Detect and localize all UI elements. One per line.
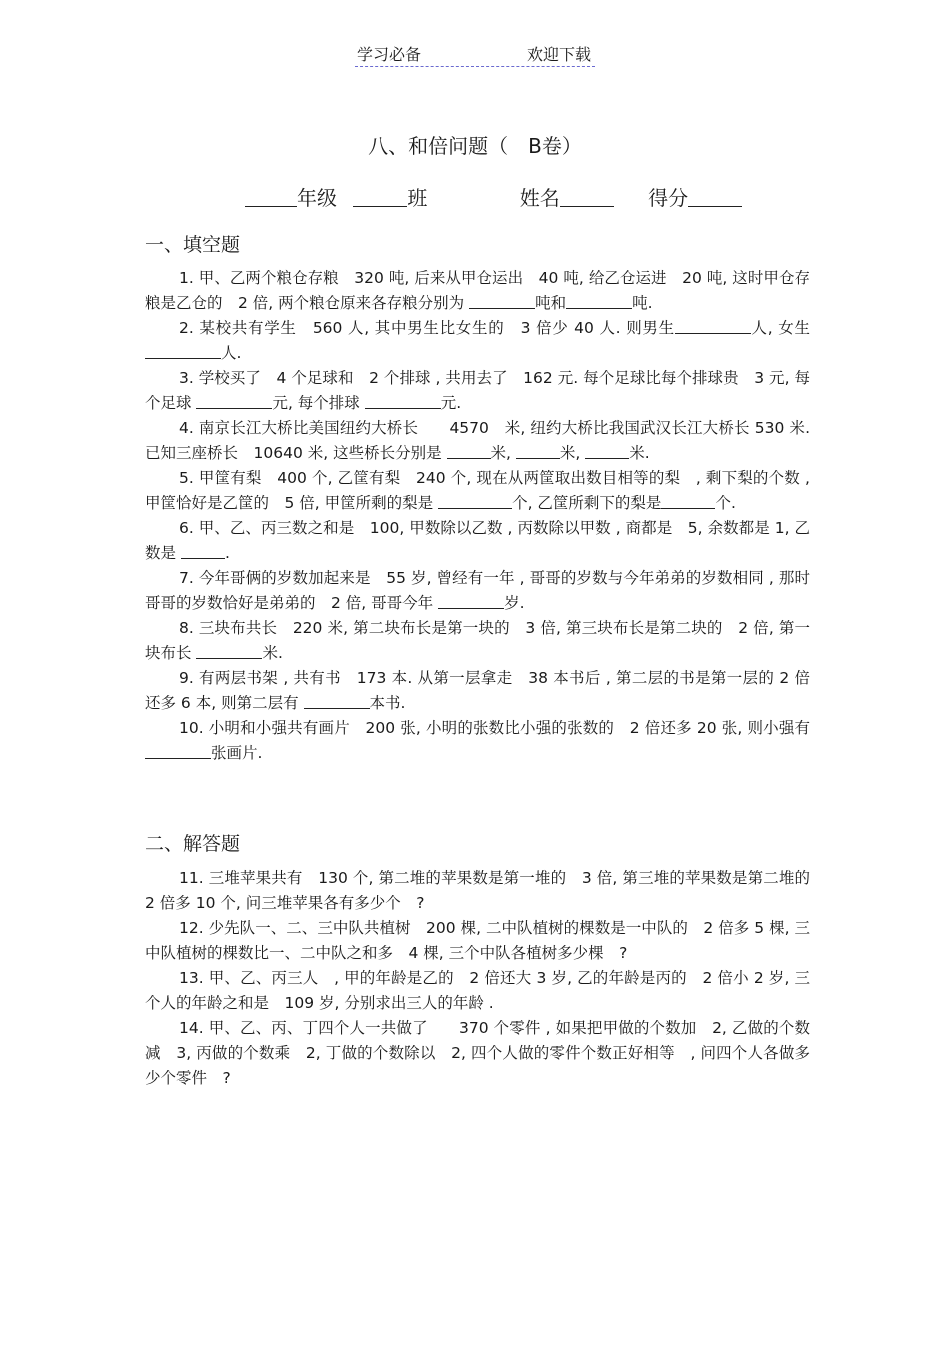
answer-blank[interactable] bbox=[196, 393, 272, 409]
question-2: 2. 某校共有学生 560 人, 其中男生比女生的 3 倍少 40 人. 则男生 人, 女生 人. bbox=[145, 316, 810, 366]
answer-blank[interactable] bbox=[661, 493, 715, 509]
answer-blank[interactable] bbox=[585, 443, 629, 459]
question-8: 8. 三块布共长 220 米, 第二块布长是第一块的 3 倍, 第三块布长是第二块的 2 倍, 第一块布长 米. bbox=[145, 619, 810, 662]
question-9: 9. 有两层书架 , 共有书 173 本. 从第一层拿走 38 本书后 , 第二层的书是第一层的 2 倍还多 6 本, 则第二层有 本书. bbox=[145, 669, 810, 712]
question-12: 12. 少先队一、二、三中队共植树 200 棵, 二中队植树的棵数是一中队的 2 倍多 5 棵, 三中队植树的棵数比一、二中队之和多 4 棵, 三个中队各植树多少棵 ? bbox=[145, 919, 810, 962]
header-right-text: 欢迎下载 bbox=[526, 45, 591, 64]
solve-questions bbox=[145, 866, 826, 1091]
fill-blank-questions bbox=[145, 266, 810, 766]
grade-blank[interactable] bbox=[245, 188, 297, 207]
question-7: 7. 今年哥俩的岁数加起来是 55 岁, 曾经有一年 , 哥哥的岁数与今年弟弟的岁数相同 , 那时哥哥的岁数恰好是弟弟的 2 倍, 哥哥今年 岁. bbox=[145, 569, 810, 612]
question-14: 14. 甲、乙、丙、丁四个人一共做了 370 个零件 , 如果把甲做的个数加 2, 乙做的个数减 3, 丙做的个数乘 2, 丁做的个数除以 2, 四个人做的零件个数正好相等 , 问四个人各做多少个零件 ? bbox=[145, 1019, 810, 1087]
question-11: 11. 三堆苹果共有 130 个, 第二堆的苹果数是第一堆的 3 倍, 第三堆的苹果数是第二堆的 2 倍多 10 个, 问三堆苹果各有多少个 ? bbox=[145, 869, 826, 912]
name-label: 姓名 bbox=[519, 186, 560, 210]
answer-blank[interactable] bbox=[675, 318, 751, 334]
name-blank[interactable] bbox=[560, 188, 614, 207]
answer-blank[interactable] bbox=[469, 293, 535, 309]
section-fill-blank-heading: 一、填空题 bbox=[145, 234, 241, 256]
question-3: 3. 学校买了 4 个足球和 2 个排球 , 共用去了 162 元. 每个足球比每个排球贵 3 元, 每个足球 元, 每个排球 元. bbox=[145, 369, 810, 412]
question-13: 13. 甲、乙、丙三人 , 甲的年龄是乙的 2 倍还大 3 岁, 乙的年龄是丙的 2 倍小 2 岁, 三个人的年龄之和是 109 岁, 分别求出三人的年龄 . bbox=[145, 969, 810, 1012]
answer-blank[interactable] bbox=[566, 293, 632, 309]
grade-label: 年级 bbox=[297, 186, 337, 210]
answer-blank[interactable] bbox=[181, 543, 225, 559]
answer-blank[interactable] bbox=[447, 443, 491, 459]
class-label: 班 bbox=[407, 186, 428, 210]
answer-blank[interactable] bbox=[365, 393, 441, 409]
answer-blank[interactable] bbox=[304, 693, 370, 709]
question-5: 5. 甲筐有梨 400 个, 乙筐有梨 240 个, 现在从两筐取出数目相等的梨 , 剩下梨的个数 , 甲筐恰好是乙筐的 5 倍, 甲筐所剩的梨是 个, 乙筐所剩下的梨是 个. bbox=[145, 469, 810, 512]
answer-blank[interactable] bbox=[145, 743, 211, 759]
question-6: 6. 甲、乙、丙三数之和是 100, 甲数除以乙数 , 丙数除以甲数 , 商都是 5, 余数都是 1, 乙数是 . bbox=[145, 519, 810, 562]
question-1: 1. 甲、乙两个粮仓存粮 320 吨, 后来从甲仓运出 40 吨, 给乙仓运进 20 吨, 这时甲仓存粮是乙仓的 2 倍, 两个粮仓原来各存粮分别为 吨和 吨. bbox=[145, 269, 810, 312]
score-label: 得分 bbox=[648, 186, 689, 210]
page-title: 八、和倍问题（ B卷） bbox=[368, 134, 582, 158]
page-header bbox=[355, 42, 595, 67]
student-info-line bbox=[245, 182, 742, 211]
section-solve-heading: 二、解答题 bbox=[145, 833, 241, 855]
header-left-text: 学习必备 bbox=[357, 45, 422, 64]
answer-blank[interactable] bbox=[438, 493, 512, 509]
class-blank[interactable] bbox=[353, 188, 407, 207]
answer-blank[interactable] bbox=[145, 343, 221, 359]
question-4: 4. 南京长江大桥比美国纽约大桥长 4570 米, 纽约大桥比我国武汉长江大桥长 530 米. 已知三座桥长 10640 米, 这些桥长分别是 米, 米, 米. bbox=[145, 419, 810, 462]
answer-blank[interactable] bbox=[516, 443, 560, 459]
answer-blank[interactable] bbox=[196, 643, 262, 659]
answer-blank[interactable] bbox=[438, 593, 504, 609]
question-10: 10. 小明和小强共有画片 200 张, 小明的张数比小强的张数的 2 倍还多 20 张, 则小强有 张画片. bbox=[145, 716, 810, 766]
score-blank[interactable] bbox=[688, 188, 742, 207]
